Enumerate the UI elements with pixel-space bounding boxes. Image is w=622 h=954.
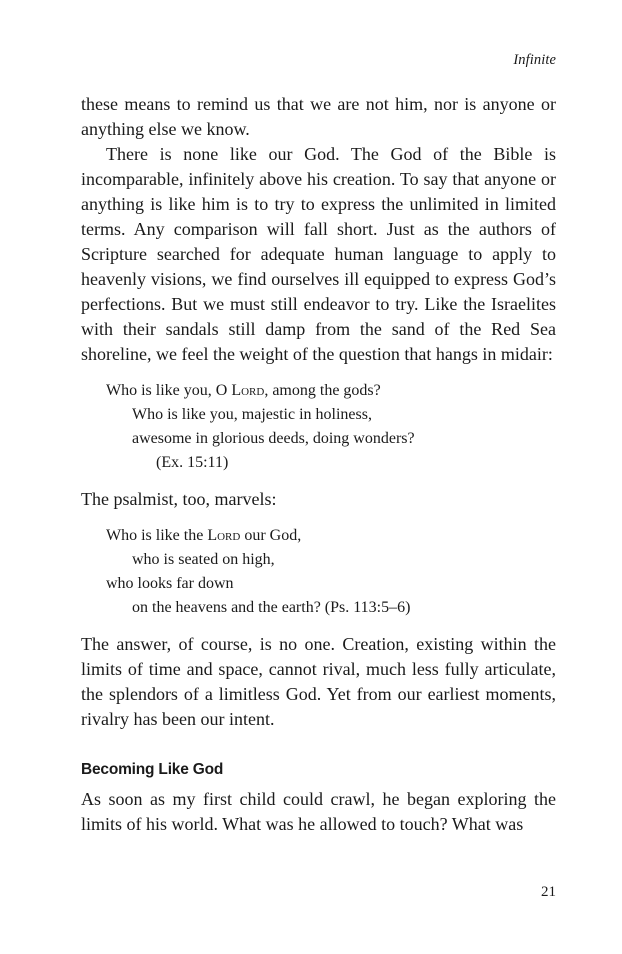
paragraph-first-child: As soon as my first child could crawl, he began exploring the limits of his world. What was he allowed to touch? What was [81, 789, 556, 834]
verse-citation: (Ex. 15:11) [156, 454, 229, 471]
running-head: Infinite [513, 52, 556, 68]
verse-line: Who is like you, O Lord, among the gods? [106, 382, 381, 399]
verse-line-citation: on the heavens and the earth? (Ps. 113:5–6) [132, 599, 411, 616]
verse-line: who looks far down [106, 575, 234, 592]
page-body [81, 92, 556, 837]
page-number: 21 [541, 884, 556, 900]
paragraph-psalmist: The psalmist, too, marvels: [81, 489, 277, 509]
paragraph-continuation: these means to remind us that we are not him, nor is anyone or anything else we know. [81, 94, 556, 139]
section-heading: Becoming Like God [81, 761, 224, 778]
paragraph-answer: The answer, of course, is no one. Creation, existing within the limits of time and space, cannot rival, much less fully articulate, the splendors of a limitless God. Yet from our earliest moments, rivalry has been our intent. [81, 634, 556, 729]
small-caps-lord: Lord [207, 527, 241, 544]
verse-line: Who is like you, majestic in holiness, [132, 406, 372, 423]
verse-line: who is seated on high, [132, 551, 275, 568]
verse-line: awesome in glorious deeds, doing wonders? [132, 430, 415, 447]
verse-line: Who is like the Lord our God, [106, 527, 302, 544]
small-caps-lord: Lord [231, 382, 265, 399]
scripture-quote-exodus [106, 379, 556, 475]
paragraph-incomparable: There is none like our God. The God of the Bible is incomparable, infinitely above his creation. To say that anyone or anything is like him is to try to express the unlimited in limited terms. Any comparison will fall short. Just as the authors of Scripture searched for adequate human language to apply to heavenly visions, we find ourselves ill equipped to express God’s perfections. But we must still endeavor to try. Like the Israelites with their sandals still damp from the sand of the Red Sea shoreline, we feel the weight of the question that hangs in midair: [81, 144, 556, 364]
scripture-quote-psalm [106, 524, 556, 620]
